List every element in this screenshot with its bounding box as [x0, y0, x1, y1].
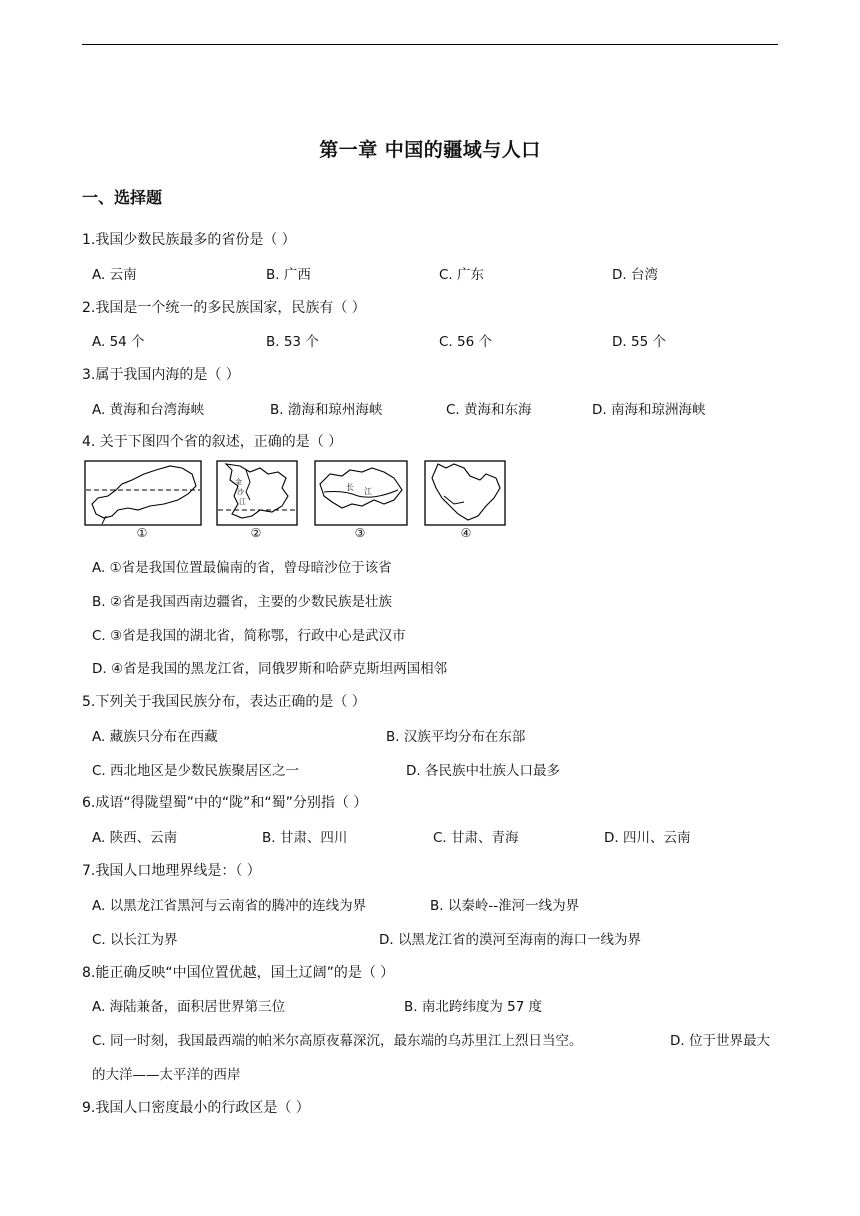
q4-option-b[interactable]: B. ②省是我国西南边疆省，主要的少数民族是壮族: [92, 594, 392, 610]
header-rule: [82, 44, 778, 45]
q8-option-c[interactable]: C. 同一时刻，我国最西端的帕米尔高原夜幕深沉，最东端的乌苏里江上烈日当空。: [92, 1033, 583, 1049]
q4-option-d[interactable]: D. ④省是我国的黑龙江省，同俄罗斯和哈萨克斯坦两国相邻: [92, 661, 448, 677]
q5-option-a[interactable]: A. 藏族只分布在西藏: [92, 729, 218, 745]
q1-option-a[interactable]: A. 云南: [92, 267, 137, 283]
q3-option-b[interactable]: B. 渤海和琼州海峡: [270, 402, 383, 418]
province-maps-figure: [82, 460, 512, 542]
section-heading: 一、选择题: [82, 188, 163, 207]
q3-option-a[interactable]: A. 黄海和台湾海峡: [92, 402, 205, 418]
q3-option-d[interactable]: D. 南海和琼洲海峡: [592, 402, 706, 418]
question-9-stem: 9.我国人口密度最小的行政区是（ ）: [82, 1100, 310, 1116]
map-label-4: ④: [460, 526, 472, 540]
q6-option-c[interactable]: C. 甘肃、青海: [433, 830, 519, 846]
map-text-jiang-2: 江: [364, 487, 372, 496]
q2-option-a[interactable]: A. 54 个: [92, 334, 145, 350]
q2-option-b[interactable]: B. 53 个: [266, 334, 319, 350]
q1-option-b[interactable]: B. 广西: [266, 267, 311, 283]
q8-option-d[interactable]: D. 位于世界最大: [670, 1033, 770, 1049]
map-label-1: ①: [136, 526, 148, 540]
province-map-1: [84, 460, 202, 526]
q6-option-d[interactable]: D. 四川、云南: [604, 830, 691, 846]
q4-option-c[interactable]: C. ③省是我国的湖北省，简称鄂，行政中心是武汉市: [92, 628, 406, 644]
q1-option-c[interactable]: C. 广东: [439, 267, 485, 283]
q5-option-d[interactable]: D. 各民族中壮族人口最多: [406, 763, 560, 779]
q6-option-a[interactable]: A. 陕西、云南: [92, 830, 178, 846]
q5-option-b[interactable]: B. 汉族平均分布在东部: [386, 729, 526, 745]
map-text-sha: 沙: [237, 488, 244, 496]
q8-option-d-continued: 的大洋——太平洋的西岸: [92, 1067, 241, 1083]
q2-option-d[interactable]: D. 55 个: [612, 334, 666, 350]
map-label-2: ②: [250, 526, 262, 540]
page-title: 第一章 中国的疆域与人口: [319, 139, 541, 161]
map-text-jiang: 江: [239, 498, 246, 506]
question-4-stem: 4. 关于下图四个省的叙述，正确的是（ ）: [82, 434, 343, 450]
q7-option-d[interactable]: D. 以黑龙江省的漠河至海南的海口一线为界: [379, 932, 641, 948]
province-3-outline-icon: [314, 460, 408, 526]
q3-option-c[interactable]: C. 黄海和东海: [446, 402, 532, 418]
question-7-stem: 7.我国人口地理界线是：（ ）: [82, 863, 261, 879]
q7-option-c[interactable]: C. 以长江为界: [92, 932, 178, 948]
province-map-2: [216, 460, 298, 526]
q1-option-d[interactable]: D. 台湾: [612, 267, 658, 283]
q6-option-b[interactable]: B. 甘肃、四川: [262, 830, 348, 846]
question-3-stem: 3.属于我国内海的是（ ）: [82, 367, 240, 383]
q2-option-c[interactable]: C. 56 个: [439, 334, 492, 350]
q4-option-a[interactable]: A. ①省是我国位置最偏南的省，曾母暗沙位于该省: [92, 560, 392, 576]
map-text-jin: 金: [235, 478, 242, 486]
q7-option-b[interactable]: B. 以秦岭--淮河一线为界: [430, 898, 580, 914]
q7-option-a[interactable]: A. 以黑龙江省黑河与云南省的腾冲的连线为界: [92, 898, 367, 914]
question-8-stem: 8.能正确反映“中国位置优越，国土辽阔”的是（ ）: [82, 965, 395, 981]
q5-option-c[interactable]: C. 西北地区是少数民族聚居区之一: [92, 763, 300, 779]
question-1-stem: 1.我国少数民族最多的省份是（ ）: [82, 232, 296, 248]
map-text-chang: 长: [346, 483, 354, 492]
question-2-stem: 2.我国是一个统一的多民族国家，民族有（ ）: [82, 300, 366, 316]
map-label-3: ③: [354, 526, 366, 540]
province-1-outline-icon: [84, 460, 202, 526]
q8-option-b[interactable]: B. 南北跨纬度为 57 度: [404, 999, 543, 1015]
question-5-stem: 5.下列关于我国民族分布，表达正确的是（ ）: [82, 694, 366, 710]
question-6-stem: 6.成语“得陇望蜀”中的“陇”和“蜀”分别指（ ）: [82, 795, 368, 811]
province-map-4: [424, 460, 506, 526]
province-4-outline-icon: [424, 460, 506, 526]
province-map-3: [314, 460, 408, 526]
province-2-outline-icon: [216, 460, 298, 526]
q8-option-a[interactable]: A. 海陆兼备，面积居世界第三位: [92, 999, 286, 1015]
